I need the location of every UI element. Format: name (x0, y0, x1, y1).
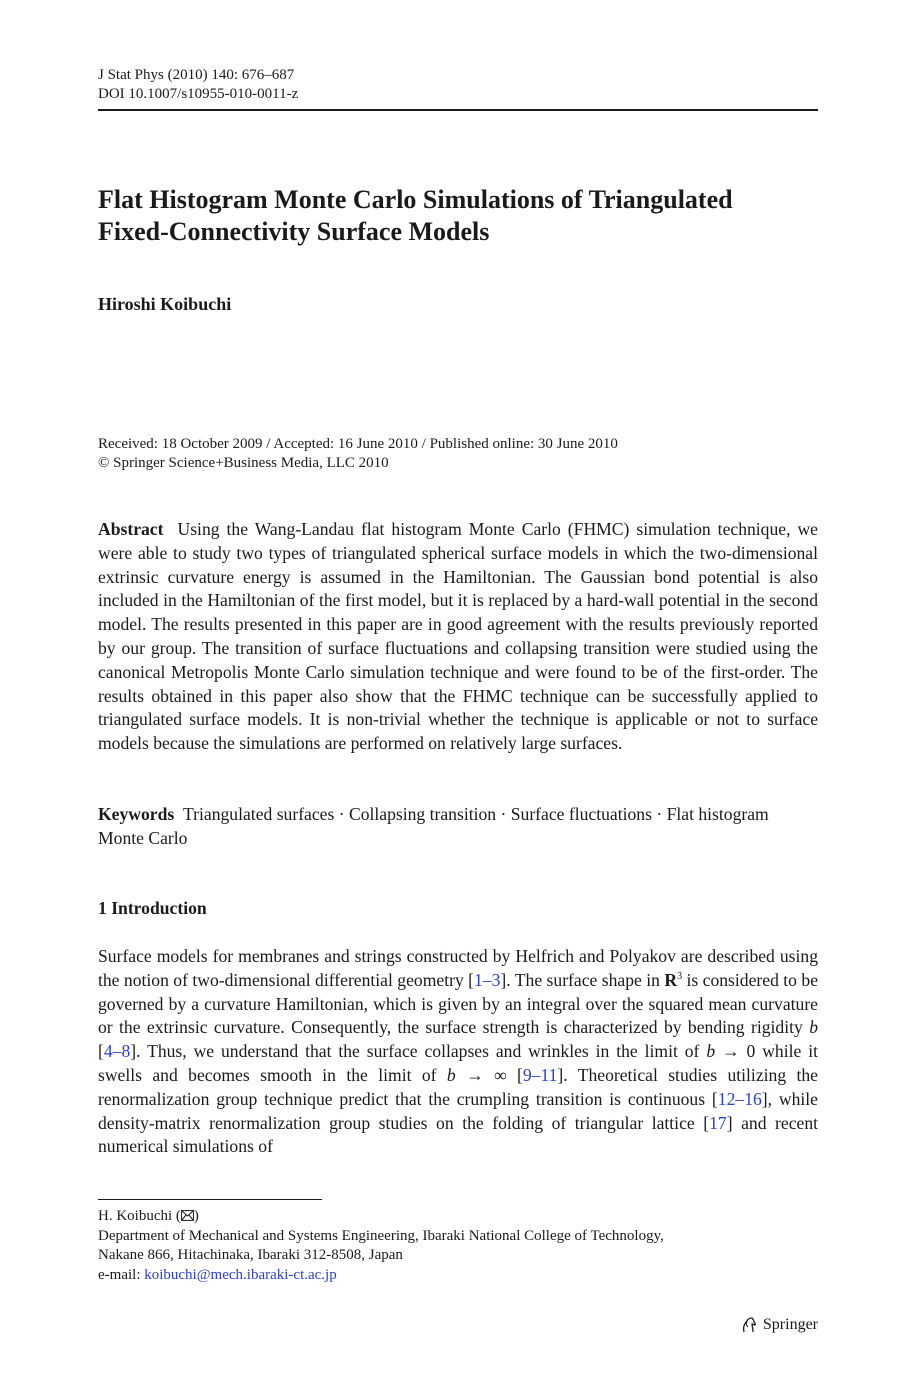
email-line (98, 1266, 818, 1286)
citation-link[interactable]: 9–11 (522, 1064, 558, 1085)
abstract-text: Using the Wang-Landau flat histogram Monte Carlo (FHMC) simulation technique, we were able to study two types of triangulated spherical surface models in which the two-dimensional extrinsic curvature energy is assumed in the Hamiltonian. The Gaussian bond potential is also included in the Hamiltonian of the first model, but it is replaced by a hard-wall potential in the second model. The results presented in this paper are in good agreement with the results previously reported by our group. The transition of surface fluctuations and collapsing transition were studied using the canonical Metropolis Monte Carlo simulation technique and were found to be of the first-order. The results obtained in this paper also show that the FHMC technique can be successfully applied to triangulated surface models. It is non-trivial whether the technique is applicable or not to surface models because the simulations are performed on relatively large surfaces. (98, 519, 818, 754)
copyright-line: © Springer Science+Business Media, LLC 2010 (98, 455, 389, 471)
math-b: b (446, 1064, 456, 1085)
title-line-1: Flat Histogram Monte Carlo Simulations of Triangulated (98, 185, 733, 214)
keywords-text: Triangulated surfaces · Collapsing transition · Surface fluctuations · Flat histogram Monte Carlo (98, 804, 769, 848)
footnote-author-line (98, 1207, 818, 1227)
intro-text: ]. Thus, we understand that the surface collapses and wrinkles in the limit of (130, 1041, 707, 1062)
intro-text: → 0 while it swells and becomes smooth in the limit of (98, 1041, 818, 1085)
publisher-logo (740, 1316, 818, 1334)
abstract (98, 518, 818, 756)
introduction-paragraph (98, 945, 818, 1159)
intro-text: ]. Theoretical studies utilizing the renormalization group technique predict that the crumpling transition is continuous [ (98, 1064, 818, 1109)
journal-header (98, 66, 298, 104)
springer-horse-icon (740, 1316, 758, 1334)
envelope-icon (181, 1210, 194, 1221)
footnote-author: H. Koibuchi ( (98, 1208, 181, 1224)
affiliation-department: Department of Mechanical and Systems Engineering, Ibaraki National College of Technology, (98, 1227, 664, 1244)
intro-text: ]. The surface shape in (500, 969, 665, 990)
email-link[interactable]: koibuchi@mech.ibaraki-ct.ac.jp (144, 1266, 337, 1283)
footnote-author-end: ) (193, 1208, 199, 1224)
citation-link[interactable]: 1–3 (474, 969, 501, 990)
abstract-label: Abstract (98, 519, 164, 539)
math-superscript: 3 (677, 970, 683, 982)
footnote-rule (98, 1199, 322, 1200)
citation-link[interactable]: 12–16 (717, 1088, 762, 1109)
math-b: b (809, 1017, 818, 1038)
doi: DOI 10.1007/s10955-010-0011-z (98, 86, 299, 102)
journal-citation: J Stat Phys (2010) 140: 676–687 (98, 67, 295, 83)
section-heading-introduction: 1 Introduction (98, 898, 207, 918)
author-name: Hiroshi Koibuchi (98, 294, 232, 314)
affiliation-address: Nakane 866, Hitachinaka, Ibaraki 312-8508, Japan (98, 1247, 403, 1263)
math-R: R (664, 969, 678, 990)
intro-text: is considered to be governed by a curvature Hamiltonian, which is given by an integral over the squared mean curvature or the extrinsic curvature. Consequently, the surface strength is characterized by bending rigidity (98, 969, 818, 1038)
publication-dates (98, 435, 618, 473)
math-b: b (706, 1041, 716, 1062)
keywords (98, 803, 818, 851)
citation-link[interactable]: 4–8 (103, 1041, 131, 1062)
header-rule (98, 109, 818, 111)
publisher-name: Springer (762, 1316, 818, 1333)
intro-text: → ∞ [ (455, 1064, 523, 1085)
email-label: e-mail: (98, 1266, 145, 1283)
keywords-label: Keywords (98, 804, 175, 824)
article-title (98, 184, 818, 248)
intro-text: ] and recent numerical simulations of (98, 1112, 818, 1157)
intro-text: [ (98, 1041, 104, 1062)
intro-text: Surface models for membranes and strings constructed by Helfrich and Polyakov are described using the notion of two-dimensional differential geometry [ (98, 946, 818, 990)
author-affiliation (98, 1207, 818, 1285)
dates-line: Received: 18 October 2009 / Accepted: 16 June 2010 / Published online: 30 June 2010 (98, 436, 618, 452)
citation-link[interactable]: 17 (709, 1112, 727, 1133)
intro-text: ], while density-matrix renormalization group studies on the folding of triangular lattice [ (98, 1088, 818, 1133)
title-line-2: Fixed-Connectivity Surface Models (98, 217, 490, 246)
